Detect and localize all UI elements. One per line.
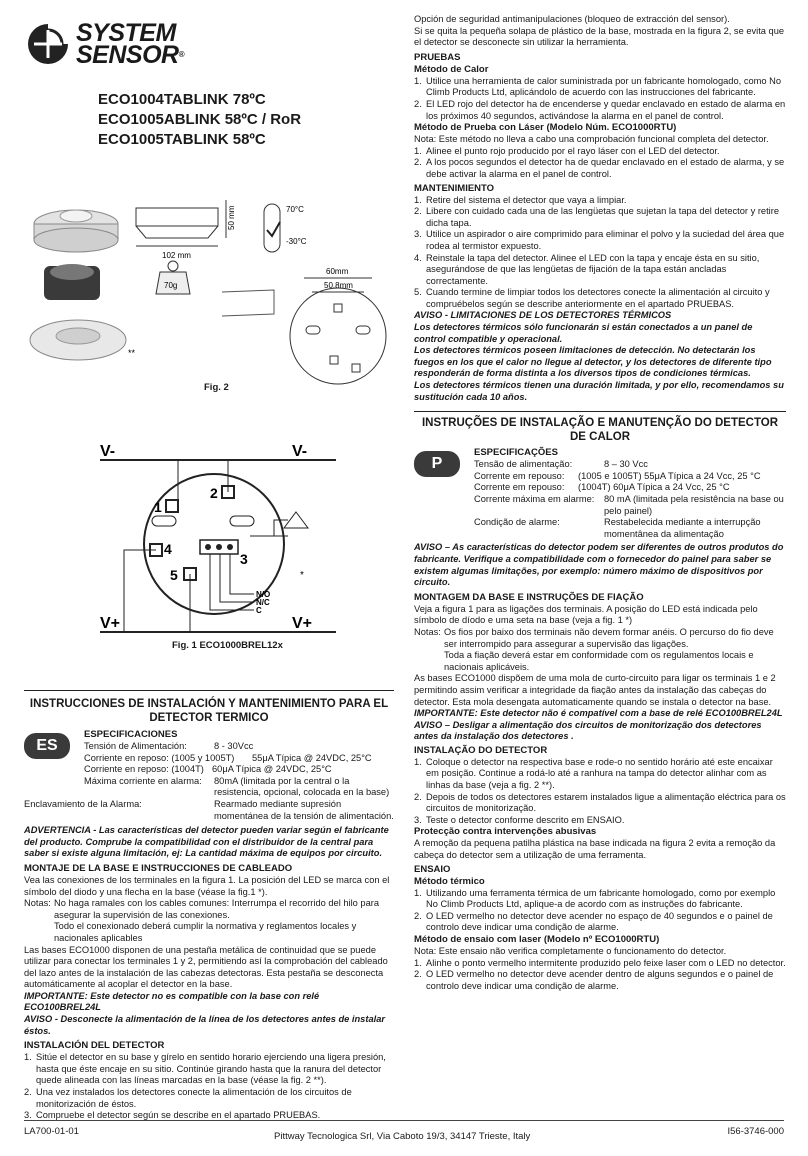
laser-title: Método de Prueba con Láser (Modelo Núm. ECO1000RTU) — [414, 122, 677, 134]
relay-c: C — [256, 606, 262, 615]
spec-key: Tensão de alimentação: — [474, 459, 573, 470]
spec-key: Enclavamiento de la Alarma: — [24, 798, 142, 809]
terminal-2 — [210, 485, 234, 501]
svg-text:3: 3 — [240, 551, 248, 567]
brand-logo — [24, 16, 394, 78]
fig1-caption: Fig. 1 ECO1000BREL12x — [172, 640, 283, 651]
brand-reg: ® — [178, 50, 184, 59]
spec-value: 80 mA (limitada pela resistência na base ou pelo painel) — [604, 494, 784, 516]
spec-key: Condição de alarme: — [474, 517, 560, 528]
figure-1 — [24, 440, 394, 670]
terminal-5 — [170, 567, 196, 583]
list-item: 1. Utilizando uma ferramenta térmica de um fabricante homologado, como por exemplo No Climb Products Ltd, aplique-a de acordo com as instruções do fabricante. — [414, 887, 776, 910]
v-plus-right: V+ — [292, 615, 313, 632]
pt-aviso-2: AVISO – Desligar a alimentação dos circuitos de monitorização dos detectores antes da instalação dos detectores . — [414, 719, 762, 742]
list-item: 4. Reinstale la tapa del detector. Alinee el LED con la tapa y encaje ésta en su sitio, asegurándose de que las lengüetas de fijación de la tapa están ancladas correctamente. — [414, 252, 760, 286]
list-item: 3. Compruebe el detector según se describe en el apartado PRUEBAS. — [24, 1110, 321, 1121]
dim-50: 50.8mm — [324, 281, 353, 290]
es-spec-section — [24, 729, 394, 822]
list-item: 1. Retire del sistema el detector que vaya a limpiar. — [414, 194, 627, 205]
svg-text:5: 5 — [170, 567, 178, 583]
pt-spec-row — [474, 482, 786, 494]
spec-value: 8 - 30Vcc — [214, 741, 254, 751]
brand-line1: SYSTEM — [76, 19, 176, 47]
relay-no: N/O — [256, 590, 271, 599]
dim-height: 50 mm — [227, 205, 236, 230]
es-spec-row — [84, 741, 394, 753]
pt-ensaio-title: ENSAIO — [414, 863, 451, 875]
pt-spec-section — [414, 447, 786, 540]
pt-importante: IMPORTANTE: Este detector não é compatível com a base de relé ECO100BREL24L — [414, 708, 783, 719]
pt-prot-text: A remoção da pequena patilha plástica na base indicada na figura 2 evita a remoção da cabeça do detector sem a utilização de uma ferramenta. — [414, 838, 776, 861]
list-item: 2. A los pocos segundos el detector ha de quedar enclavado en el estado de alarma, y se debe activar la alarma en el panel de control. — [414, 157, 785, 179]
spec-value: 8 – 30 Vcc — [604, 459, 648, 470]
pt-title: INSTRUÇÕES DE INSTALAÇÃO E MANUTENÇÃO DO DETECTOR DE CALOR — [421, 417, 779, 444]
pt-montagem-title: MONTAGEM DA BASE E INSTRUÇÕES DE FIAÇÃO — [414, 591, 644, 603]
notas-label: Notas: — [414, 626, 441, 637]
pt-inst-list — [414, 757, 786, 827]
list-item: 2. El LED rojo del detector ha de encenderse y quedar enclavado en estado de alarma en los próximos 40 segundos, activándose la alarma en el panel de control. — [414, 98, 786, 121]
page-footer — [24, 1120, 784, 1142]
dim-60: 60mm — [326, 267, 349, 276]
spec-value: Rearmado mediante supresión momentánea de la tensión de alimentación. — [214, 798, 394, 821]
pt-montagem-text: Veja a figura 1 para as ligações dos terminais. A posição do LED está indicada pelo símbolo de díodo e uma seta na base (veja a fig. 1 *) — [414, 603, 758, 626]
es-spec-row — [84, 776, 394, 799]
fig2-caption: Fig. 2 — [204, 382, 229, 393]
svg-text:1: 1 — [154, 499, 162, 515]
pt-spec-row — [474, 459, 786, 471]
calor-list — [414, 76, 786, 122]
list-item: 2. Una vez instalados los detectores conecte la alimentación de los circuitos de monitorización de éstos. — [24, 1087, 352, 1109]
limitacion-1: Los detectores térmicos sólo funcionarán si están conectados a un panel de control compatible y operacional. — [414, 322, 753, 344]
list-item: 3. Teste o detector conforme descrito em ENSAIO. — [414, 814, 625, 825]
footer-left: LA700-01-01 — [24, 1126, 79, 1137]
es-bases-text: Las bases ECO1000 disponen de una pestaña metálica de continuidad que se puede utilizar para conectar los terminales 1 y 2, permitiendo así la comprobación del cableado del lazo antes de la instalación de las cabezas detectoras. Esta pestaña se desconecta automáticamente al acoplar el detector en la base. — [24, 944, 388, 990]
figure-1-wiring-diagram — [24, 440, 394, 652]
system-sensor-logo-icon — [24, 20, 72, 68]
spec-key: Corriente en reposo: (1004T) — [84, 764, 204, 775]
svg-text:4: 4 — [164, 541, 172, 557]
pt-laser-nota: Nota: Este ensaio não verifica completamente o funcionamento do detector. — [414, 946, 727, 956]
notas-body — [54, 898, 394, 944]
led-star: * — [300, 570, 304, 581]
pt-spec-row — [474, 494, 786, 517]
detector-base-icon — [30, 320, 136, 360]
spec-value: 80mA (limitada por la central o la resistencia, opcional, colocada en la base) — [214, 775, 390, 798]
es-importante: IMPORTANTE: Este detector no es compatible con la base con relé ECO100BREL24L — [24, 990, 320, 1013]
spec-value: Restabelecida mediante a interrupção momentânea da alimentação — [604, 517, 761, 539]
es-montaje-text: Vea las conexiones de los terminales en la figura 1. La posición del LED se marca con el símbolo del diodo y una flecha en la base (véase la fig.1 *). — [24, 874, 390, 897]
weight-label: 70g — [164, 281, 178, 290]
spec-key: Corrente em repouso: — [474, 470, 565, 481]
pt-aviso: AVISO – As características do detector podem ser diferentes de outros produtos do fabricante. Verifique a compatibilidade com o fornecedor do painel para saber se existem algumas limitações, por exemplo: número máximo de dispositivos por circuito. — [414, 542, 784, 588]
mant-title: MANTENIMIENTO — [414, 182, 495, 194]
es-title: INSTRUCCIONES DE INSTALACIÓN Y MANTENIMIENTO PARA EL DETECTOR TERMICO — [29, 698, 389, 724]
list-item: 1. Alinhe o ponto vermelho intermitente produzido pelo feixe laser com o LED no detector. — [414, 957, 786, 968]
svg-text:2: 2 — [210, 485, 218, 501]
pt-spec-row — [474, 517, 786, 540]
spec-key: Corrente máxima em alarme: — [474, 494, 595, 504]
es-montaje-title: MONTAJE DE LA BASE E INSTRUCCIONES DE CABLEADO — [24, 862, 293, 874]
es-instal-list — [24, 1052, 394, 1122]
list-item: 1. Alinee el punto rojo producido por el rayo láser con el LED del detector. — [414, 145, 720, 156]
spec-value: (1004T) 60μA Típica a 24 Vcc, 25 °C — [578, 482, 730, 493]
es-advertencia: ADVERTENCIA - Las características del detector pueden variar según el fabricante del producto. Comprube la compatibilidad con el distribuidor de la central para saber si existe alguna limitación, ej: La cantidad máxima de equipos por circuito. — [24, 825, 389, 859]
right-column — [414, 14, 786, 992]
es-aviso: AVISO - Desconecte la alimentación de la línea de los detectores antes de instalar éstos. — [24, 1014, 385, 1036]
es-badge: ES — [24, 733, 70, 759]
limitacion-2: Los detectores térmicos poseen limitaciones de detección. No detectarán los fuegos en los que el calor no llegue al detector, y los detectores de diferente tipo responderán de forma distinta a los diversos tipos de condiciones térmicas. — [414, 345, 772, 379]
es-spec-row — [84, 753, 394, 765]
metodo-calor-title: Método de Calor — [414, 63, 489, 75]
pt-prot-title: Protecção contra intervenções abusivas — [414, 826, 597, 838]
model-line: ECO1005TABLINK 58ºC — [98, 131, 266, 148]
es-spec-row — [84, 764, 394, 776]
terminal-1 — [154, 499, 178, 515]
intro-1: Opción de seguridad antimanipulaciones (bloqueo de extracción del sensor). — [414, 14, 730, 24]
v-plus-left: V+ — [100, 615, 121, 632]
es-notas — [24, 898, 394, 944]
list-item: 3. Utilice un aspirador o aire comprimido para eliminar el polvo y la suciedad del área que rodea al termistor expuesto. — [414, 229, 785, 251]
intro-2: Si se quita la pequeña solapa de plástico de la base, mostrada en la figura 2, se evita que el detector se desconecte sin utilizar la herramienta. — [414, 25, 785, 48]
notas-1: No haga ramales con los cables comunes: Interrumpa el recorrido del hilo para asegurar la supervisión de las conexiones. — [54, 898, 380, 920]
pt-spec-title: ESPECIFICAÇÕES — [474, 447, 558, 459]
brand-name — [76, 19, 184, 69]
spec-key: Máxima corriente en alarma: — [84, 775, 202, 786]
es-spec-row — [24, 798, 394, 822]
spec-key: Corrente em repouso: — [474, 482, 565, 493]
notas-body — [444, 627, 786, 673]
pt-termico-list — [414, 888, 786, 934]
base-plan-drawing — [222, 267, 386, 384]
detector-sensor-icon — [44, 264, 100, 300]
footer-center: Pittway Tecnologica Srl, Via Caboto 19/3, 34147 Trieste, Italy — [274, 1131, 531, 1142]
detector-head-icon — [34, 210, 118, 252]
laser-nota: Nota: Este método no lleva a cabo una comprobación funcional completa del detector. — [414, 134, 769, 145]
laser-list — [414, 146, 786, 181]
figure-2-drawing — [24, 186, 394, 396]
notas-2: Todo el conexionado deberá cumplir la normativa y reglamentos locales y nacionales aplicables — [54, 921, 357, 943]
pt-laser-list — [414, 958, 786, 993]
list-item: 1. Coloque o detector na respectiva base e rode-o no sentido horário até este encaixar em posição. Continue a rodá-lo até a ranhura na tampa do detector alinhar com as linhas da base (veja a fig. 2 **). — [414, 756, 773, 791]
spec-key: Tensión de Alimentación: — [84, 741, 187, 751]
footer-right: I56-3746-000 — [727, 1126, 784, 1137]
spec-value: 55μA Típica @ 24VDC, 25°C — [252, 752, 372, 763]
aviso-limitaciones: AVISO - LIMITACIONES DE LOS DETECTORES TÉRMICOS — [414, 310, 672, 321]
terminal-4 — [150, 541, 172, 557]
pt-metodo-termico: Método térmico — [414, 875, 485, 887]
pruebas-title: PRUEBAS — [414, 51, 461, 63]
fig2-marker: ** — [128, 348, 136, 358]
temp-high: 70°C — [286, 205, 304, 214]
pt-badge: P — [414, 451, 460, 477]
brand-line2-wrap — [76, 41, 184, 69]
figure-2 — [24, 186, 394, 396]
v-minus-right: V- — [292, 443, 308, 460]
list-item: 1. Sitúe el detector en su base y gírelo en sentido horario ejerciendo una ligera presión, hasta que éste encaje en su sitio. Continúe girando hasta que la ranura del detector quede alineada con las líneas marcadas en la base (véase la fig. 2 **). — [24, 1052, 386, 1086]
list-item: 2. O LED vermelho no detector deve acender no espaço de 40 segundos e o painel de controlo deve indicar uma condição de alarme. — [414, 910, 773, 933]
limitacion-3: Los detectores térmicos tienen una duración limitada, y por ello, recomendamos su sustitución cada 10 años. — [414, 380, 784, 402]
spec-key: Corriente en reposo: (1005 y 1005T) — [84, 752, 235, 763]
mant-list — [414, 195, 786, 311]
dimension-drawing — [136, 200, 236, 294]
thermometer-icon — [264, 204, 307, 252]
es-spec-title: ESPECIFICACIONES — [84, 729, 178, 740]
pt-notas — [414, 627, 786, 673]
left-column — [24, 16, 394, 1122]
notas-2: Toda a fiação deverá estar em conformidade com os regulamentos locais e nacionais aplicáveis. — [444, 650, 754, 672]
list-item: 1. Utilice una herramienta de calor suministrada por un fabricante homologado, como No Climb Products Ltd, aplicándolo de acuerdo con las instrucciones del fabricante. — [414, 75, 782, 98]
pt-laser-title: Método de ensaio com laser (Modelo nº ECO1000RTU) — [414, 934, 660, 945]
model-line: ECO1005ABLINK 58ºC / RoR — [98, 111, 302, 128]
v-minus-left: V- — [100, 443, 116, 460]
notas-1: Os fios por baixo dos terminais não devem formar anéis. O percurso do fio deve ser interrompido para assegurar a supervisão das ligações. — [444, 626, 774, 649]
notas-label: Notas: — [24, 898, 51, 909]
relay-nc: N/C — [256, 598, 270, 607]
list-item: 2. Depois de todos os detectores estarem instalados ligue a alimentação eléctrica para os circuitos de monitorização. — [414, 791, 786, 814]
spec-value: 60μA Típica @ 24VDC, 25°C — [212, 764, 332, 775]
model-line: ECO1004TABLINK 78ºC — [98, 91, 266, 108]
spec-value: (1005 e 1005T) 55μA Típica a 24 Vcc, 25 °C — [578, 470, 761, 481]
model-list — [98, 90, 394, 150]
list-item: 5. Cuando termine de limpiar todos los detectores conecte la alimentación al circuito y compruébelos según se describe anteriormente en el apartado PRUEBAS. — [414, 287, 770, 309]
list-item: 2. O LED vermelho no detector deve acender dentro de alguns segundos e o painel de controlo deve indicar uma condição de alarme. — [414, 969, 774, 991]
es-instal-title: INSTALACIÓN DEL DETECTOR — [24, 1040, 165, 1052]
brand-line2: SENSOR — [76, 41, 179, 69]
temp-low: -30°C — [286, 237, 307, 246]
pt-spec-row — [474, 471, 786, 483]
terminal-3 — [240, 551, 248, 567]
pt-bases-text: As bases ECO1000 dispõem de uma mola de curto-circuito para ligar os terminais 1 e 2 permitindo assim verificar a integridade da fiação antes da instalação das cabeças do detector. Esta mola desengata automaticamente quando se instala o detector na base. — [414, 673, 776, 707]
pt-inst-title: INSTALAÇÃO DO DETECTOR — [414, 744, 548, 756]
dim-width: 102 mm — [162, 251, 191, 260]
list-item: 2. Libere con cuidado cada una de las lengüetas que sujetan la tapa del detector y retire dicha tapa. — [414, 206, 780, 228]
